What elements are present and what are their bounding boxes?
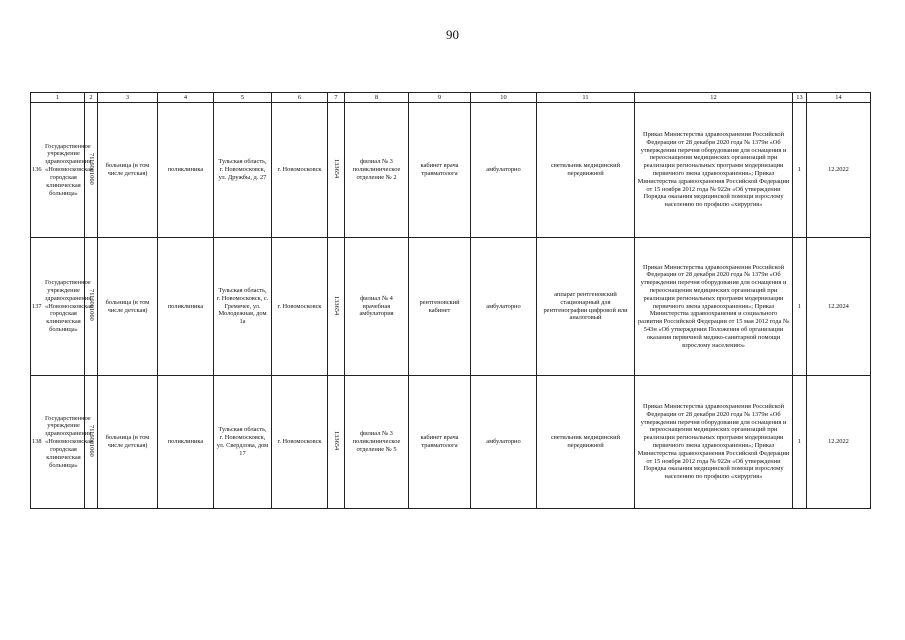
cabinet-cell: рентгеновский кабинет [409,238,471,376]
address-cell: Тульская область, г. Новомосковск, ул. Свердлова, дом 17 [214,376,272,509]
row-number-value: 136 [32,166,42,174]
header-row [31,93,871,103]
branch-cell: филиал № 3 поликлиническое отделение № 5 [345,376,409,509]
branch-cell: филиал № 3 поликлиническое отделение № 2 [345,103,409,238]
inn-value: 7116001060 [87,289,95,321]
city-cell: г. Новомосковск [272,238,328,376]
branch-cell: филиал № 4 врачебная амбулатория [345,238,409,376]
column-header: 9 [409,93,471,103]
code-cell [328,238,345,376]
table-row [31,238,871,376]
unit-cell: поликлиника [158,376,214,509]
quantity-cell: 1 [793,238,807,376]
unit-cell: поликлиника [158,103,214,238]
type-cell: больница (в том числе детская) [98,376,158,509]
column-header: 12 [635,93,793,103]
equipment-cell: светильник медицинский передвижной [537,376,635,509]
code-cell [328,103,345,238]
code-value: 133654 [332,295,340,315]
address-cell: Тульская область, г. Новомосковск, с. Гремячее, ул. Молодежная, дом 1а [214,238,272,376]
organization-name: Государственное учреждение здравоохранения «Новомосковская городская клиническая больница» [45,142,93,197]
column-header: 4 [158,93,214,103]
care-cell: амбулаторно [471,103,537,238]
column-header: 2 [85,93,98,103]
legal-basis-cell: Приказ Министерства здравоохранения Российской Федерации от 28 декабря 2020 года № 1379н «Об утверждении перечня оборудования для оснащения и переоснащения медицинских организаций при реализации региональных программ модернизации первичного звена здравоохранения»; Приказ Министерства здравоохранения Российской Федерации от 15 ноября 2012 года № 922н «Об утверждении Порядка оказания медицинской помощи взрослому населению по профилю «хирургия» [635,103,793,238]
column-header: 7 [328,93,345,103]
code-cell [328,376,345,509]
unit-cell: поликлиника [158,238,214,376]
date-cell: 12.2022 [807,376,871,509]
organization-name: Государственное учреждение здравоохранения «Новомосковская городская клиническая больница» [45,414,93,469]
code-value: 133654 [332,159,340,179]
column-header: 14 [807,93,871,103]
inn-value: 7116001060 [87,424,95,457]
column-header: 8 [345,93,409,103]
cabinet-cell: кабинет врача травматолога [409,376,471,509]
code-value: 133654 [332,431,340,451]
date-cell: 12.2022 [807,103,871,238]
inn-value: 7116001060 [87,152,95,185]
address-cell: Тульская область, г. Новомосковск, ул. Дружбы, д. 27 [214,103,272,238]
table-row [31,103,871,238]
column-header: 10 [471,93,537,103]
column-header: 6 [272,93,328,103]
quantity-cell: 1 [793,103,807,238]
equipment-cell: светильник медицинский передвижной [537,103,635,238]
legal-basis-cell: Приказ Министерства здравоохранения Российской Федерации от 28 декабря 2020 года № 1379н «Об утверждении перечня оборудования для оснащения и переоснащения медицинских организаций при реализации региональных программ модернизации первичного звена здравоохранения»; Приказ Министерства здравоохранения Российской Федерации от 15 ноября 2012 года № 922н «Об утверждении Порядка оказания медицинской помощи взрослому населению по профилю «хирургия» [635,376,793,509]
column-header: 11 [537,93,635,103]
organization-name: Государственное учреждение здравоохранения «Новомосковская городская клиническая больница» [45,279,93,334]
column-header: 3 [98,93,158,103]
column-header: 1 [31,93,85,103]
date-cell: 12.2024 [807,238,871,376]
table-row [31,376,871,509]
city-cell: г. Новомосковск [272,103,328,238]
column-header: 13 [793,93,807,103]
city-cell: г. Новомосковск [272,376,328,509]
quantity-cell: 1 [793,376,807,509]
equipment-table [30,92,871,509]
care-cell: амбулаторно [471,376,537,509]
type-cell: больница (в том числе детская) [98,238,158,376]
column-header: 5 [214,93,272,103]
type-cell: больница (в том числе детская) [98,103,158,238]
page-number: 90 [446,27,459,42]
care-cell: амбулаторно [471,238,537,376]
row-number-value: 138 [32,438,42,446]
cabinet-cell: кабинет врача травматолога [409,103,471,238]
legal-basis-cell: Приказ Министерства здравоохранения Российской Федерации от 28 декабря 2020 года № 1379н «Об утверждении перечня оборудования для оснащения и переоснащения медицинских организаций при реализации региональных программ модернизации первичного звена здравоохранения»; Приказ Министерства здравоохранения и социального развития Российской Федерации от 15 мая 2012 года № 543н «Об утверждении Положения об организации оказания первичной медико-санитарной помощи взрослому населению» [635,238,793,376]
row-number-value: 137 [32,302,42,310]
equipment-cell: аппарат рентгеновский стационарный для рентгенографии цифровой или аналоговый [537,238,635,376]
